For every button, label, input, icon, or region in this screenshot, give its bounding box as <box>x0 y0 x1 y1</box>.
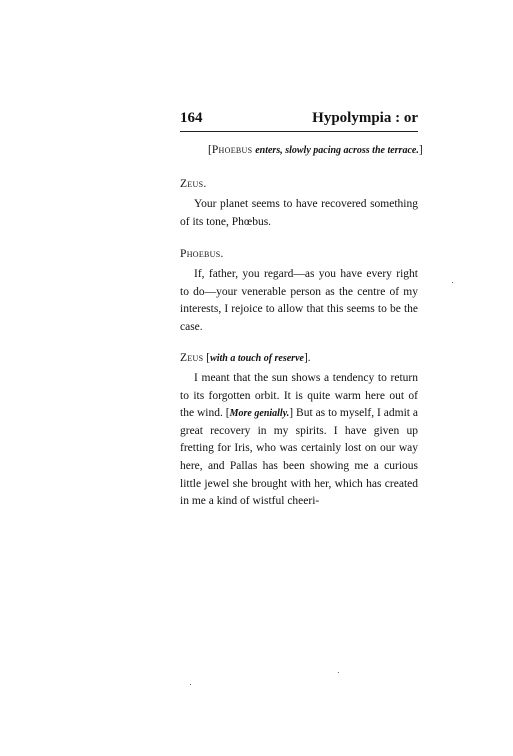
stage-direction: [Phoebus enters, slowly pacing across the terrace.] <box>208 144 423 156</box>
scan-speck <box>190 684 191 685</box>
speech-zeus-2: I meant that the sun shows a tendency to return to its forgotten orbit. It is quite warm here out of the wind. [More genially.] But as to myself, I admit a great recovery in my spirits. I have given up fretting for Iris, who was certainly lost on our way here, and Pallas has been showing me a curious little jewel she brought with her, which has created in me a kind of wistful cheeri- <box>180 372 418 508</box>
running-title: Hypolympia : or <box>312 110 418 126</box>
page-number: 164 <box>180 110 203 126</box>
speaker-zeus-1: Zeus. <box>180 178 207 190</box>
inline-direction: More genially. <box>229 408 290 420</box>
page-header <box>180 110 418 130</box>
header-rule <box>180 131 418 132</box>
speaker-phoebus: Phoebus. <box>180 248 224 260</box>
speaker-zeus-2: Zeus [with a touch of reserve]. <box>180 352 311 364</box>
stage-speaker: Phoebus <box>211 144 253 156</box>
scan-speck <box>338 672 339 673</box>
speech-phoebus: If, father, you regard—as you have every right to do—your venerable person as the centre of my interests, I rejoice to allow that this seems to be the case. <box>180 268 418 333</box>
stage-aside: with a touch of reserve <box>210 353 304 364</box>
speech-zeus-1: Your planet seems to have recovered something of its tone, Phœbus. <box>180 198 418 228</box>
stage-direction-text: enters, slowly pacing across the terrace. <box>255 145 419 156</box>
scan-speck <box>452 282 453 283</box>
